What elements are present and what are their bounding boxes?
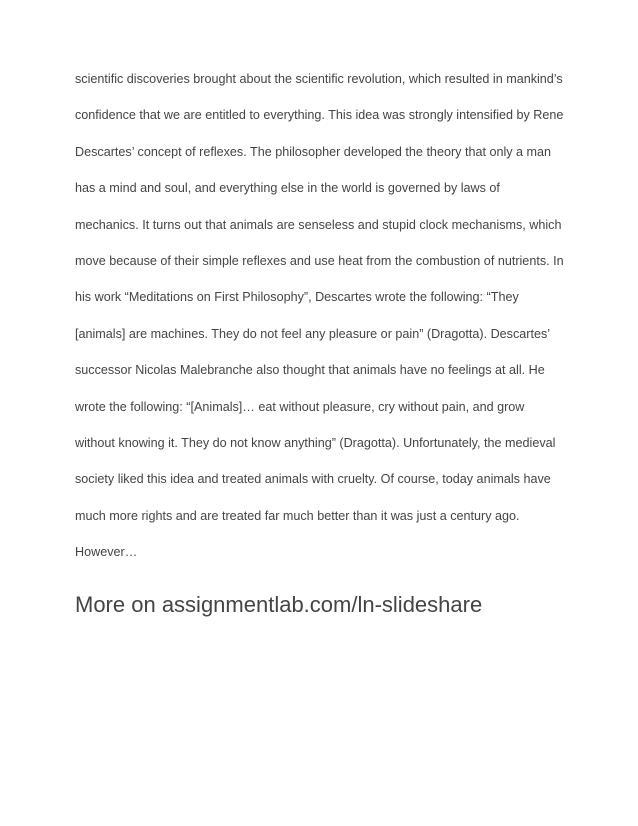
text-line: wrote the following: “[Animals]… eat without pleasure, cry without pain, and grow	[75, 399, 525, 414]
text-line: Descartes’ concept of reflexes. The philosopher developed the theory that only a man	[75, 144, 552, 159]
text-line: has a mind and soul, and everything else in the world is governed by laws of	[75, 181, 500, 196]
text-line: scientific discoveries brought about the scientific revolution, which resulted in mankind’s	[75, 72, 563, 86]
text-line: [animals] are machines. They do not feel any pleasure or pain” (Dragotta). Descartes’	[75, 326, 551, 341]
text-line: However…	[75, 545, 138, 560]
text-line: society liked this idea and treated animals with cruelty. Of course, today animals have	[75, 472, 551, 487]
body-paragraph	[75, 67, 595, 576]
text-line: much more rights and are treated far much better than it was just a century ago.	[75, 508, 520, 523]
text-line: mechanics. It turns out that animals are senseless and stupid clock mechanisms, which	[75, 217, 562, 232]
text-line: confidence that we are entitled to everything. This idea was strongly intensified by Rene	[75, 108, 564, 123]
text-line: without knowing it. They do not know anything” (Dragotta). Unfortunately, the medieval	[75, 435, 556, 450]
text-line: successor Nicolas Malebranche also thought that animals have no feelings at all. He	[75, 363, 545, 378]
more-info-link[interactable]: More on assignmentlab.com/ln-slideshare	[75, 592, 483, 617]
text-line: move because of their simple reflexes and use heat from the combustion of nutrients. In	[75, 253, 564, 268]
text-line: his work “Meditations on First Philosophy”, Descartes wrote the following: “They	[75, 290, 519, 305]
